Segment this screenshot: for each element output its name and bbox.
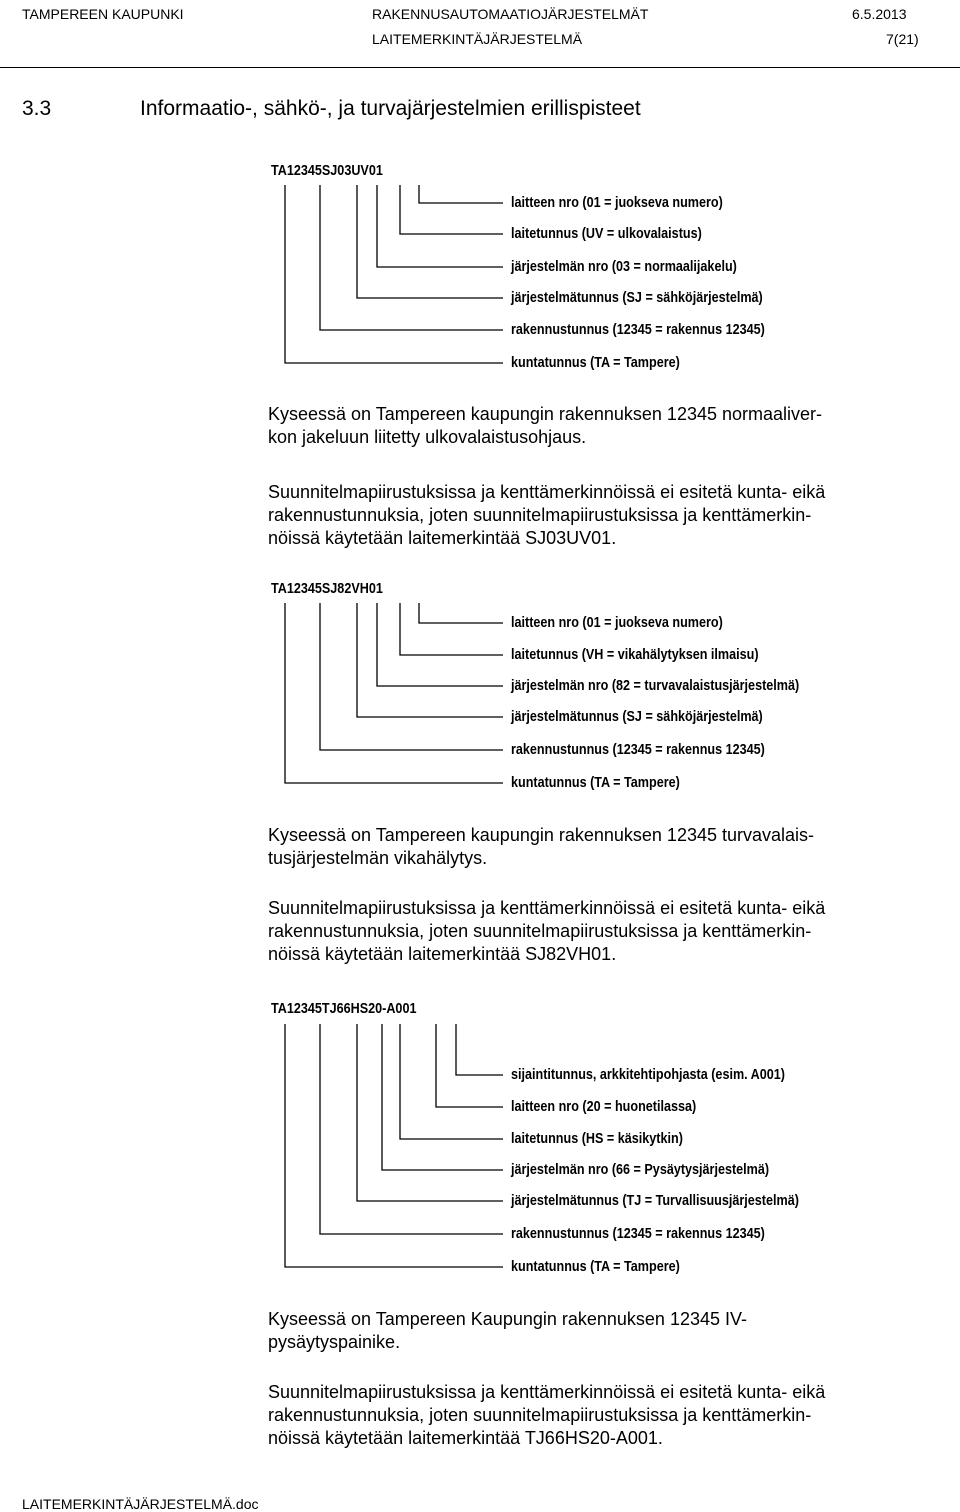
- header-page-number: 7(21): [886, 31, 919, 47]
- example-1-description: Kyseessä on Tampereen kaupungin rakennuksen 12345 normaaliver- kon jakeluun liitetty ulkovalaistusohjaus.: [268, 404, 823, 447]
- example-1-note: Suunnitelmapiirustuksissa ja kenttämerkinnöissä ei esitetä kunta- eikä rakennustunnuksia, joten suunnitelmapiirustuksissa ja kenttämerkin- nöissä käytetään laitemerkintää SJ03UV01.: [268, 482, 826, 548]
- example-1-label-building-code: rakennustunnus (12345 = rakennus 12345): [511, 321, 765, 338]
- header-subtitle: LAITEMERKINTÄJÄRJESTELMÄ: [372, 31, 583, 47]
- example-1-label-municipality-code: kuntatunnus (TA = Tampere): [511, 354, 680, 371]
- example-2-label-municipality-code: kuntatunnus (TA = Tampere): [511, 774, 680, 791]
- example-3-label-device-code: laitetunnus (HS = käsikytkin): [511, 1130, 683, 1147]
- example-3-description: Kyseessä on Tampereen Kaupungin rakennuksen 12345 IV- pysäytyspainike.: [268, 1309, 748, 1352]
- example-2-label-system-code: järjestelmätunnus (SJ = sähköjärjestelmä): [511, 708, 763, 725]
- section-number: 3.3: [22, 97, 52, 120]
- example-2-note: Suunnitelmapiirustuksissa ja kenttämerkinnöissä ei esitetä kunta- eikä rakennustunnuksia, joten suunnitelmapiirustuksissa ja kenttämerkin- nöissä käytetään laitemerkintää SJ82VH01.: [268, 898, 826, 964]
- example-3-label-device-number: laitteen nro (20 = huonetilassa): [511, 1098, 697, 1115]
- example-3-label-location-code: sijaintitunnus, arkkitehtipohjasta (esim. A001): [511, 1066, 786, 1083]
- example-2-label-device-code: laitetunnus (VH = vikahälytyksen ilmaisu): [511, 646, 759, 663]
- example-1-label-device-code: laitetunnus (UV = ulkovalaistus): [511, 225, 702, 242]
- section-title: Informaatio-, sähkö-, ja turvajärjestelmien erillispisteet: [140, 97, 641, 120]
- example-2-label-device-number: laitteen nro (01 = juokseva numero): [511, 614, 723, 631]
- footer-filename: LAITEMERKINTÄJÄRJESTELMÄ.doc: [22, 1496, 259, 1512]
- example-3-label-building-code: rakennustunnus (12345 = rakennus 12345): [511, 1225, 765, 1242]
- example-2-description: Kyseessä on Tampereen kaupungin rakennuksen 12345 turvavalais- tusjärjestelmän vikahälytys.: [268, 825, 815, 868]
- example-3-label-system-code: järjestelmätunnus (TJ = Turvallisuusjärjestelmä): [511, 1192, 799, 1209]
- header-title: RAKENNUSAUTOMAATIOJÄRJESTELMÄT: [372, 6, 649, 22]
- header-org: TAMPEREEN KAUPUNKI: [22, 6, 184, 22]
- example-2-code: TA12345SJ82VH01: [271, 580, 383, 597]
- example-3-label-municipality-code: kuntatunnus (TA = Tampere): [511, 1258, 680, 1275]
- example-2-label-building-code: rakennustunnus (12345 = rakennus 12345): [511, 741, 765, 758]
- example-1-label-system-code: järjestelmätunnus (SJ = sähköjärjestelmä): [511, 289, 763, 306]
- example-3-code: TA12345TJ66HS20-A001: [271, 1000, 417, 1017]
- example-3-label-system-number: järjestelmän nro (66 = Pysäytysjärjestelmä): [511, 1161, 770, 1178]
- example-1-code: TA12345SJ03UV01: [271, 162, 383, 179]
- example-2-label-system-number: järjestelmän nro (82 = turvavalaistusjärjestelmä): [511, 677, 800, 694]
- example-1-label-system-number: järjestelmän nro (03 = normaalijakelu): [511, 258, 737, 275]
- example-1-label-device-number: laitteen nro (01 = juokseva numero): [511, 194, 723, 211]
- header-date: 6.5.2013: [852, 6, 907, 22]
- example-3-note: Suunnitelmapiirustuksissa ja kenttämerkinnöissä ei esitetä kunta- eikä rakennustunnuksia, joten suunnitelmapiirustuksissa ja kenttämerkin- nöissä käytetään laitemerkintää TJ66HS20-A001.: [268, 1382, 826, 1448]
